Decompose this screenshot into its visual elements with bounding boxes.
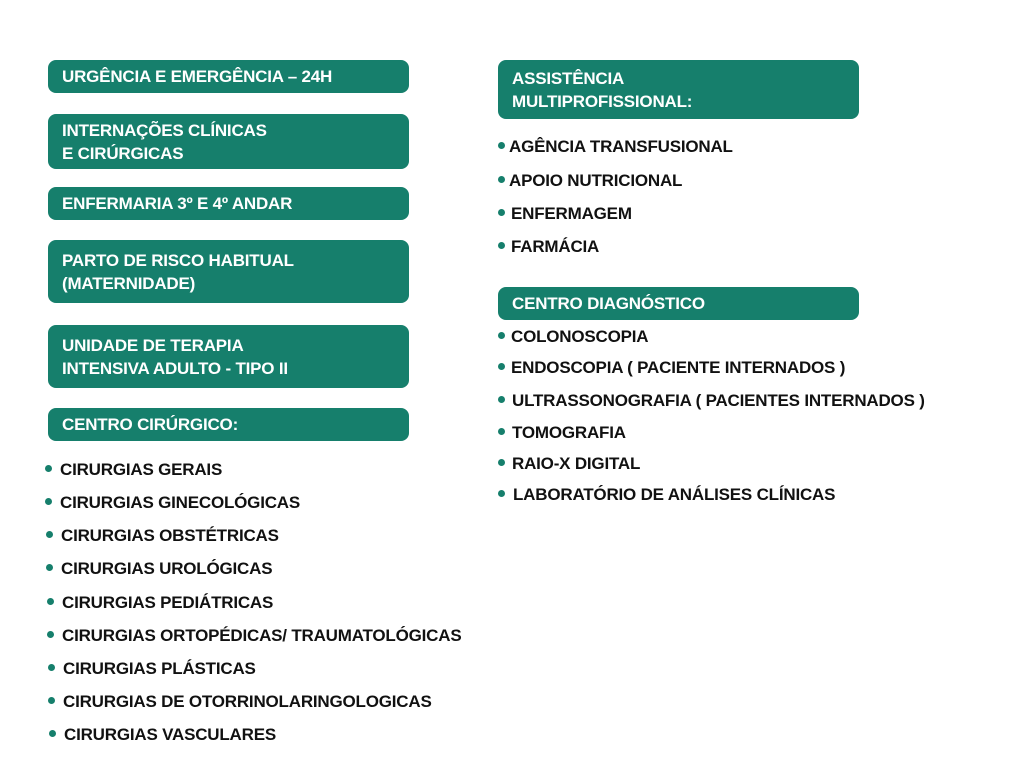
bullet-icon — [45, 465, 52, 472]
bullet-icon — [46, 531, 53, 538]
bullet-icon — [498, 428, 505, 435]
bullet-icon — [47, 631, 54, 638]
list-item: AGÊNCIA TRANSFUSIONAL — [498, 136, 733, 158]
pill-centro-diagnostico — [498, 287, 859, 320]
pill-uti — [48, 325, 409, 388]
list-item: APOIO NUTRICIONAL — [498, 170, 682, 192]
bullet-icon — [498, 176, 505, 183]
bullet-icon — [498, 363, 505, 370]
list-item: CIRURGIAS PLÁSTICAS — [48, 658, 256, 680]
bullet-icon — [498, 396, 505, 403]
list-item: COLONOSCOPIA — [498, 326, 648, 348]
list-item: ENFERMAGEM — [498, 203, 632, 225]
list-item: RAIO-X DIGITAL — [498, 453, 640, 475]
list-item: CIRURGIAS VASCULARES — [49, 724, 276, 746]
pill-assistencia-multiprofissional — [498, 60, 859, 119]
pill-label: URGÊNCIA E EMERGÊNCIA – 24H — [62, 67, 333, 86]
bullet-icon — [46, 564, 53, 571]
pill-enfermaria — [48, 187, 409, 220]
bullet-icon — [498, 490, 505, 497]
pill-label: CENTRO CIRÚRGICO: — [62, 415, 239, 434]
bullet-icon — [48, 697, 55, 704]
bullet-icon — [498, 459, 505, 466]
bullet-icon — [48, 664, 55, 671]
list-item: TOMOGRAFIA — [498, 422, 626, 444]
list-item: CIRURGIAS OBSTÉTRICAS — [46, 525, 279, 547]
pill-internacoes — [48, 114, 409, 169]
bullet-icon — [49, 730, 56, 737]
list-item: ULTRASSONOGRAFIA ( PACIENTES INTERNADOS ) — [498, 390, 925, 412]
bullet-icon — [47, 598, 54, 605]
pill-label: ENFERMARIA 3º E 4º ANDAR — [62, 194, 293, 213]
pill-label: ASSISTÊNCIA MULTIPROFISSIONAL: — [512, 68, 693, 111]
list-item: CIRURGIAS PEDIÁTRICAS — [47, 592, 273, 614]
pill-centro-cirurgico — [48, 408, 409, 441]
bullet-icon — [498, 332, 505, 339]
list-item: CIRURGIAS DE OTORRINOLARINGOLOGICAS — [48, 691, 432, 713]
pill-label: UNIDADE DE TERAPIA INTENSIVA ADULTO - TIPO II — [62, 335, 288, 378]
bullet-icon — [45, 498, 52, 505]
pill-urgencia — [48, 60, 409, 93]
list-item: ENDOSCOPIA ( PACIENTE INTERNADOS ) — [498, 357, 845, 379]
bullet-icon — [498, 209, 505, 216]
list-item: CIRURGIAS UROLÓGICAS — [46, 558, 272, 580]
bullet-icon — [498, 142, 505, 149]
list-item: CIRURGIAS GERAIS — [45, 459, 222, 481]
pill-label: CENTRO DIAGNÓSTICO — [512, 294, 705, 313]
list-item: CIRURGIAS ORTOPÉDICAS/ TRAUMATOLÓGICAS — [47, 625, 461, 647]
pill-label: INTERNAÇÕES CLÍNICAS E CIRÚRGICAS — [62, 120, 267, 163]
list-item: FARMÁCIA — [498, 236, 599, 258]
pill-label: PARTO DE RISCO HABITUAL (MATERNIDADE) — [62, 250, 294, 293]
list-item: LABORATÓRIO DE ANÁLISES CLÍNICAS — [498, 484, 835, 506]
bullet-icon — [498, 242, 505, 249]
pill-parto — [48, 240, 409, 303]
list-item: CIRURGIAS GINECOLÓGICAS — [45, 492, 300, 514]
